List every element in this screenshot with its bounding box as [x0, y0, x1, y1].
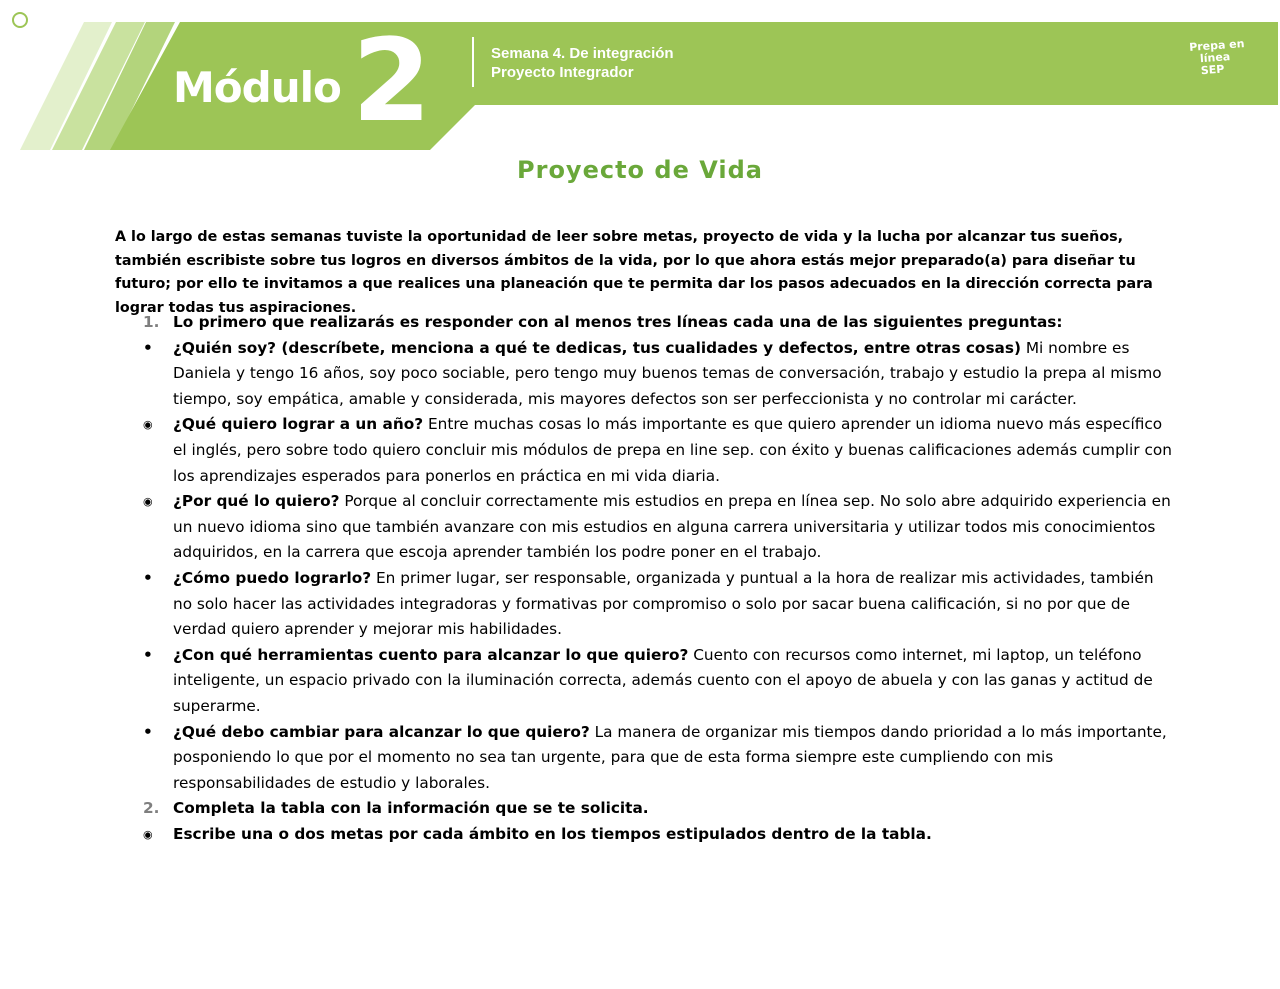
list-item [143, 720, 1173, 797]
item-question: Escribe una o dos metas por cada ámbito en los tiempos estipulados dentro de la tabla. [173, 824, 932, 843]
list-marker: ◉ [143, 418, 153, 432]
item-question: Completa la tabla con la información que se te solicita. [173, 799, 649, 818]
list-item [143, 412, 1173, 489]
list-item [143, 566, 1173, 643]
item-question: ¿Qué quiero lograr a un año? [173, 415, 424, 434]
logo-line-1: Prepa en [1188, 37, 1245, 54]
list-item [143, 822, 1173, 848]
logo-line-2: línea [1199, 50, 1231, 66]
list-marker: ◉ [143, 827, 153, 841]
item-answer: La manera de organizar mis tiempos dando prioridad a lo más importante, posponiendo lo que por el momento no sea tan urgente, para que de esta forma siempre este cumpliendo con mis responsabilidades de estudio y laborales. [173, 722, 1167, 792]
item-question: ¿Por qué lo quiero? [173, 492, 340, 511]
item-answer: En primer lugar, ser responsable, organizada y puntual a la hora de realizar mis actividades, también no solo hacer las actividades integradoras y formativas por compromiso o solo por sacar buena calificación, si no por que de verdad quiero aprender y mejorar mis habilidades. [173, 568, 1154, 639]
item-question: ¿Qué debo cambiar para alcanzar lo que quiero? [173, 722, 590, 741]
project-label: Proyecto Integrador [491, 64, 634, 81]
module-word: Módulo [173, 63, 341, 112]
header-divider [472, 37, 474, 87]
module-header-banner [0, 0, 1280, 160]
list-marker: 1. [143, 313, 160, 331]
item-question: Lo primero que realizarás es responder con al menos tres líneas cada una de las siguientes preguntas: [173, 313, 1063, 331]
instructions-list [143, 310, 1173, 847]
list-marker: ◉ [143, 495, 153, 509]
item-question: ¿Con qué herramientas cuento para alcanzar lo que quiero? [173, 645, 689, 664]
logo-text [1189, 38, 1247, 78]
item-answer: Porque al concluir correctamente mis estudios en prepa en línea sep. No solo abre adquirido experiencia en un nuevo idioma sino que también avanzare con mis estudios en alguna carrera universitaria y utilizar todos mis conocimientos adquiridos, en la carrera que escoja aprender también los podre poner en el trabajo. [173, 492, 1171, 562]
week-label: Semana 4. De integración [491, 45, 674, 62]
list-item [143, 643, 1173, 720]
page-title: Proyecto de Vida [517, 156, 763, 184]
list-item [143, 796, 1173, 822]
item-question: ¿Quién soy? (descríbete, menciona a qué te dedicas, tus cualidades y defectos, entre otras cosas) [173, 338, 1021, 357]
header-subtitle [491, 44, 674, 82]
list-marker: • [143, 568, 153, 587]
module-number: 2 [352, 14, 432, 147]
intro-paragraph: A lo largo de estas semanas tuviste la oportunidad de leer sobre metas, proyecto de vida y la lucha por alcanzar tus sueños, también escribiste sobre tus logros en diversos ámbitos de la vida, por lo que ahora estás mejor preparado(a) para diseñar tu futuro; por ello te invitamos a que realices una planeación que te permita dar los pasos adecuados en la dirección correcta para lograr todas tus aspiraciones. [115, 229, 1153, 316]
logo-line-3: SEP [1200, 62, 1225, 78]
list-marker: • [143, 338, 153, 357]
list-marker: 2. [143, 799, 160, 818]
list-item [143, 310, 1173, 336]
item-answer: Entre muchas cosas lo más importante es que quiero aprender un idioma nuevo más específico el inglés, pero sobre todo quiero concluir mis módulos de prepa en line sep. con éxito y buenas calificaciones además cumplir con los aprendizajes esperados para ponerlos en práctica en mi vida diaria. [173, 415, 1172, 485]
list-marker: • [143, 645, 153, 664]
item-answer: Mi nombre es Daniela y tengo 16 años, soy poco sociable, pero tengo muy buenos temas de conversación, trabajo y estudio la prepa al mismo tiempo, soy empática, amable y considerada, mis mayores defectos son ser perfeccionista y no controlar mi carácter. [173, 338, 1162, 408]
list-marker: • [143, 722, 153, 741]
item-question: ¿Cómo puedo lograrlo? [173, 568, 372, 587]
prepa-en-linea-sep-logo-icon [0, 0, 70, 56]
list-item [143, 489, 1173, 566]
item-answer: Cuento con recursos como internet, mi laptop, un teléfono inteligente, un espacio privado con la iluminación correcta, además cuento con el apoyo de abuela y con las ganas y actitud de superarme. [173, 645, 1153, 715]
list-item [143, 336, 1173, 413]
